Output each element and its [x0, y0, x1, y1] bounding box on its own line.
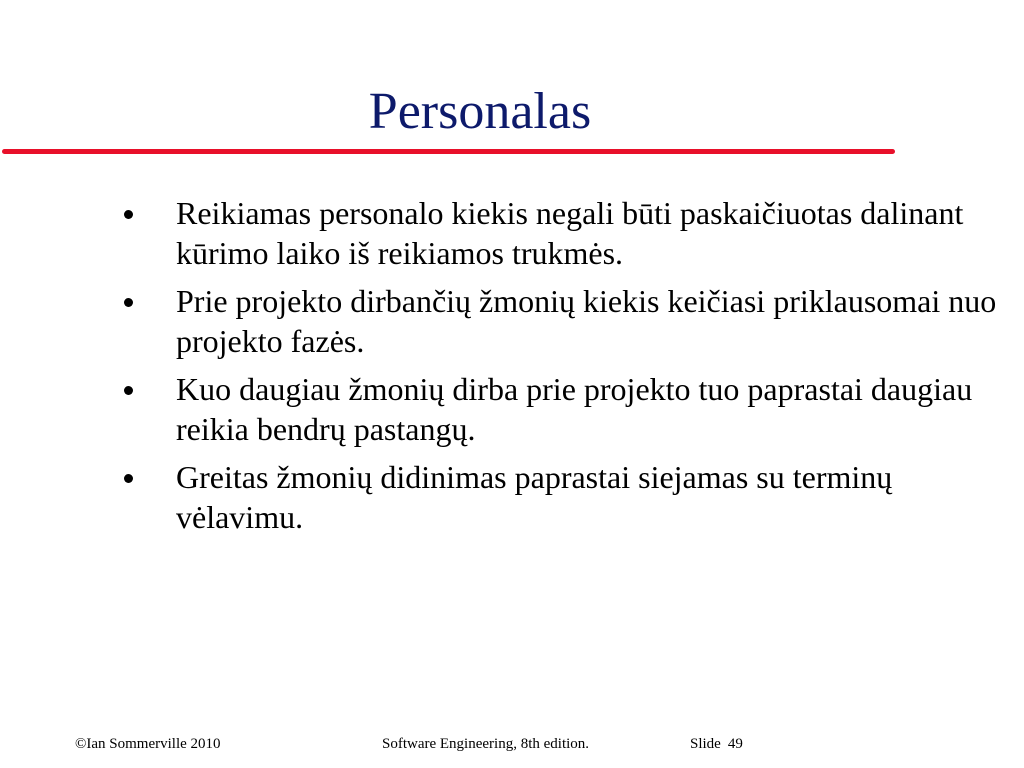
bullet-text: Reikiamas personalo kiekis negali būti paskaičiuotas dalinant kūrimo laiko iš reikiamos trukmės. [176, 195, 964, 271]
bullet-icon [124, 298, 133, 307]
slide-number: 49 [727, 736, 743, 752]
footer-book-title: Software Engineering, 8th edition. [382, 736, 590, 752]
bullet-list [0, 193, 1000, 545]
bullet-icon [124, 386, 133, 395]
footer-slide-number [690, 735, 743, 753]
bullet-item [0, 369, 1000, 449]
title-underline [2, 149, 895, 154]
bullet-text: Prie projekto dirbančių žmonių kiekis keičiasi priklausomai nuo projekto fazės. [176, 283, 997, 359]
slide-title: Personalas [368, 83, 592, 140]
bullet-icon [124, 474, 133, 483]
bullet-icon [124, 210, 133, 219]
bullet-item [0, 457, 1000, 537]
bullet-text: Kuo daugiau žmonių dirba prie projekto tuo paprastai daugiau reikia bendrų pastangų. [176, 371, 973, 447]
bullet-item [0, 193, 1000, 273]
bullet-text: Greitas žmonių didinimas paprastai siejamas su terminų vėlavimu. [176, 459, 893, 535]
bullet-item [0, 281, 1000, 361]
slide-label: Slide [690, 736, 721, 752]
footer-copyright: ©Ian Sommerville 2010 [75, 736, 221, 752]
